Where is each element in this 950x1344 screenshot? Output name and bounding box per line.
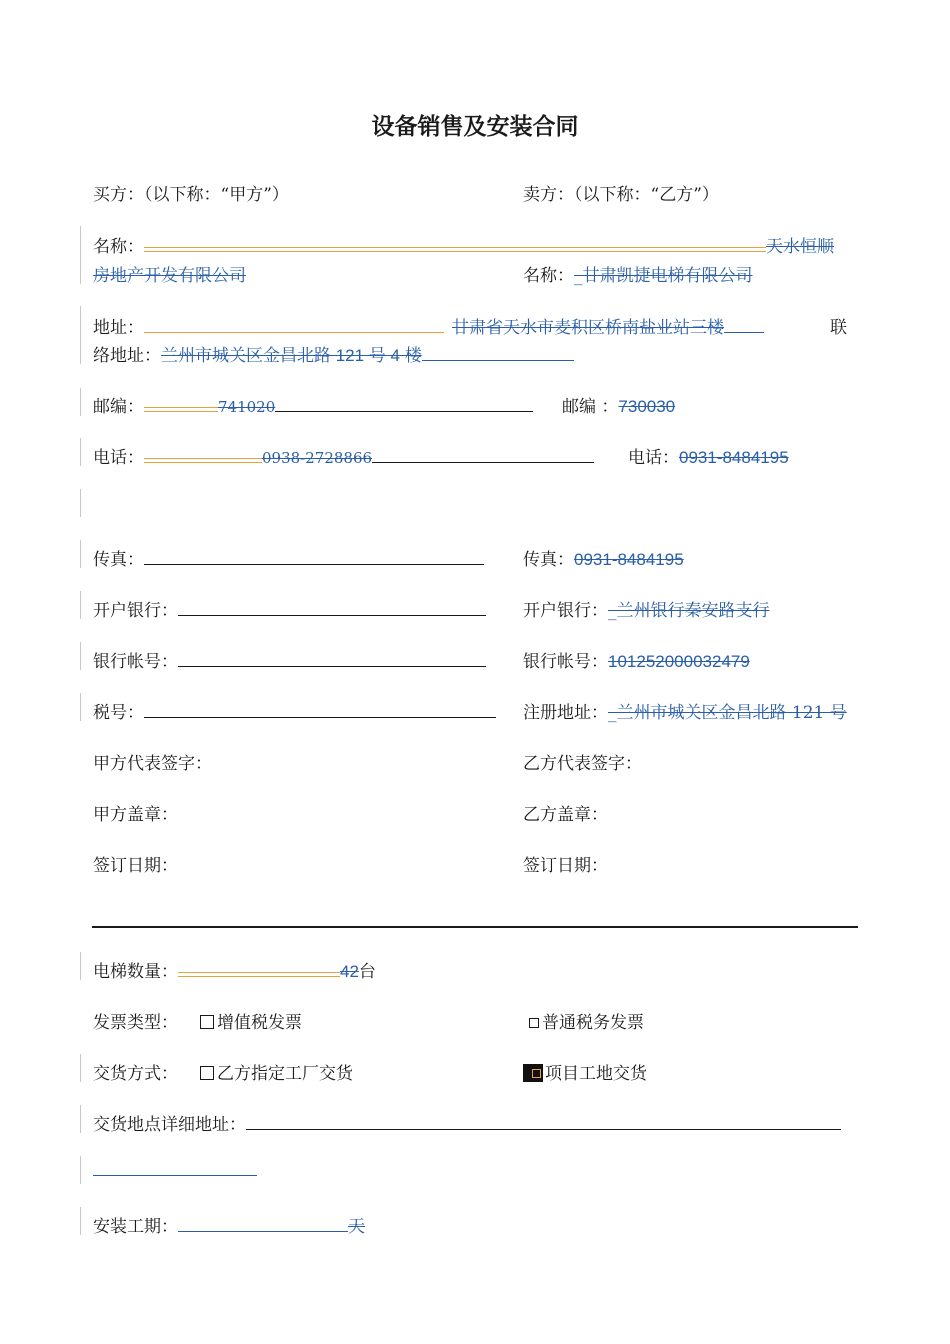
buyer-postcode-value: 741020 — [218, 398, 276, 416]
seller-name-row — [523, 261, 753, 286]
buyer-tax-line[interactable] — [144, 703, 496, 718]
elevator-count-value: 42 — [340, 962, 359, 981]
delivery-option-factory-label: 乙方指定工厂交货 — [217, 1064, 353, 1084]
delivery-option-site[interactable] — [523, 1059, 647, 1084]
seller-fax-value: 0931-8484195 — [574, 550, 684, 569]
change-bar — [80, 489, 81, 517]
seller-phone-value: 0931-8484195 — [679, 448, 789, 467]
address-row — [93, 313, 764, 338]
change-bar — [80, 438, 81, 466]
seller-name-value: _甘肃凯捷电梯有限公司 — [574, 266, 753, 286]
invoice-option-vat-label: 增值税发票 — [217, 1013, 302, 1033]
seller-account-label: 银行帐号： — [523, 652, 608, 672]
change-bar — [80, 1156, 81, 1184]
buyer-name-value-2: 房地产开发有限公司 — [93, 266, 246, 286]
reg-address-value: _兰州市城关区金昌北路 121 号 — [608, 703, 847, 723]
checkbox-icon[interactable] — [529, 1018, 539, 1028]
document-title: 设备销售及安装合同 — [371, 113, 579, 140]
seller-postcode-label: 邮编 ： — [562, 397, 619, 417]
seller-rep-sign: 乙方代表签字： — [523, 754, 642, 774]
buyer-rep-sign: 甲方代表签字： — [93, 754, 212, 774]
buyer-phone-line[interactable] — [372, 448, 594, 463]
change-bar — [80, 952, 81, 980]
checkbox-icon[interactable] — [200, 1066, 214, 1080]
address-value: 甘肃省天水市麦积区桥南盐业站三楼 — [452, 318, 724, 338]
contact-address-label-a: 联 — [830, 318, 847, 338]
buyer-fax-row — [93, 545, 484, 570]
seller-postcode-row — [562, 392, 675, 417]
delivery-address-line[interactable] — [246, 1115, 841, 1130]
buyer-account-row — [93, 647, 486, 672]
tax-label: 税号： — [93, 703, 144, 723]
phone-label: 电话： — [93, 448, 144, 468]
buyer-bank-line[interactable] — [178, 601, 486, 616]
account-label: 银行帐号： — [93, 652, 178, 672]
checkbox-icon[interactable] — [200, 1015, 214, 1029]
elevator-count-lead[interactable] — [178, 962, 340, 977]
address-label: 地址： — [93, 318, 144, 338]
install-period-unit: 天 — [348, 1217, 365, 1237]
contact-address-tail-line — [422, 346, 574, 361]
invoice-label: 发票类型： — [93, 1013, 178, 1033]
reg-address-row — [523, 698, 847, 723]
buyer-phone-row — [93, 443, 594, 468]
seller-phone-row — [628, 443, 789, 468]
buyer-phone-lead — [144, 448, 262, 463]
change-bar — [80, 226, 81, 284]
seller-phone-label: 电话： — [628, 448, 679, 468]
seller-bank-row — [523, 596, 770, 621]
buyer-postcode-line[interactable] — [275, 397, 533, 412]
buyer-seal: 甲方盖章： — [93, 805, 178, 825]
delivery-address-line-2[interactable] — [93, 1161, 257, 1181]
reg-address-label: 注册地址： — [523, 703, 608, 723]
change-bar — [80, 642, 81, 670]
buyer-account-line[interactable] — [178, 652, 486, 667]
elevator-count-unit: 台 — [358, 962, 376, 982]
seller-fax-row — [523, 545, 684, 570]
buyer-header: 买方：（以下称：“甲方”） — [93, 185, 289, 205]
seller-name-label: 名称： — [523, 266, 574, 286]
address-tail-line — [724, 318, 764, 333]
seller-postcode-value: 730030 — [618, 397, 676, 416]
buyer-name-underline[interactable] — [144, 237, 766, 252]
buyer-fax-line[interactable] — [144, 550, 484, 565]
seller-bank-value: _兰州银行秦安路支行 — [608, 601, 770, 621]
elevator-count-label: 电梯数量： — [93, 962, 178, 982]
change-bar — [80, 693, 81, 721]
change-bar — [80, 388, 81, 416]
buyer-tax-row — [93, 698, 496, 723]
delivery-address-continuation[interactable] — [93, 1165, 257, 1176]
seller-header: 卖方：（以下称：“乙方”） — [523, 185, 719, 205]
invoice-option-normal[interactable] — [529, 1008, 644, 1033]
section-divider — [92, 926, 858, 928]
fax-label: 传真： — [93, 550, 144, 570]
buyer-name-label: 名称： — [93, 237, 144, 257]
delivery-address-row — [93, 1110, 841, 1135]
seller-account-value: 101252000032479 — [608, 652, 750, 671]
seller-date: 签订日期： — [523, 856, 608, 876]
seller-fax-label: 传真： — [523, 550, 574, 570]
buyer-phone-value: 0938-2728866 — [262, 449, 373, 467]
address-underline[interactable] — [144, 318, 444, 333]
seller-bank-label: 开户银行： — [523, 601, 608, 621]
invoice-option-normal-label: 普通税务发票 — [542, 1013, 644, 1033]
contact-address-value: 兰州市城关区金昌北路 121 号 4 楼 — [161, 346, 422, 365]
buyer-postcode-row — [93, 392, 533, 417]
change-bar — [80, 306, 81, 364]
seller-account-row — [523, 647, 750, 672]
buyer-name-value-1: 天水恒顺 — [766, 237, 834, 257]
buyer-postcode-lead — [144, 397, 218, 412]
seller-seal: 乙方盖章： — [523, 805, 608, 825]
bank-label: 开户银行： — [93, 601, 178, 621]
change-bar — [80, 591, 81, 619]
install-period-label: 安装工期： — [93, 1217, 178, 1237]
delivery-option-site-label: 项目工地交货 — [545, 1064, 647, 1084]
change-bar — [80, 540, 81, 568]
change-bar — [80, 1054, 81, 1082]
checked-checkbox-icon[interactable] — [523, 1064, 543, 1082]
elevator-count-row — [93, 957, 376, 982]
buyer-bank-row — [93, 596, 486, 621]
change-bar — [80, 1207, 81, 1235]
contact-address-label-b: 络地址： — [93, 346, 161, 366]
delivery-label: 交货方式： — [93, 1064, 178, 1084]
postcode-label: 邮编： — [93, 397, 144, 417]
invoice-option-vat[interactable] — [200, 1008, 302, 1033]
install-period-row — [93, 1212, 365, 1237]
install-period-line[interactable] — [178, 1217, 348, 1232]
buyer-date: 签订日期： — [93, 856, 178, 876]
buyer-name-row — [93, 232, 834, 257]
contact-address-row — [93, 341, 574, 366]
change-bar — [80, 1105, 81, 1133]
delivery-address-label: 交货地点详细地址： — [93, 1115, 246, 1135]
delivery-option-factory[interactable] — [200, 1059, 353, 1084]
